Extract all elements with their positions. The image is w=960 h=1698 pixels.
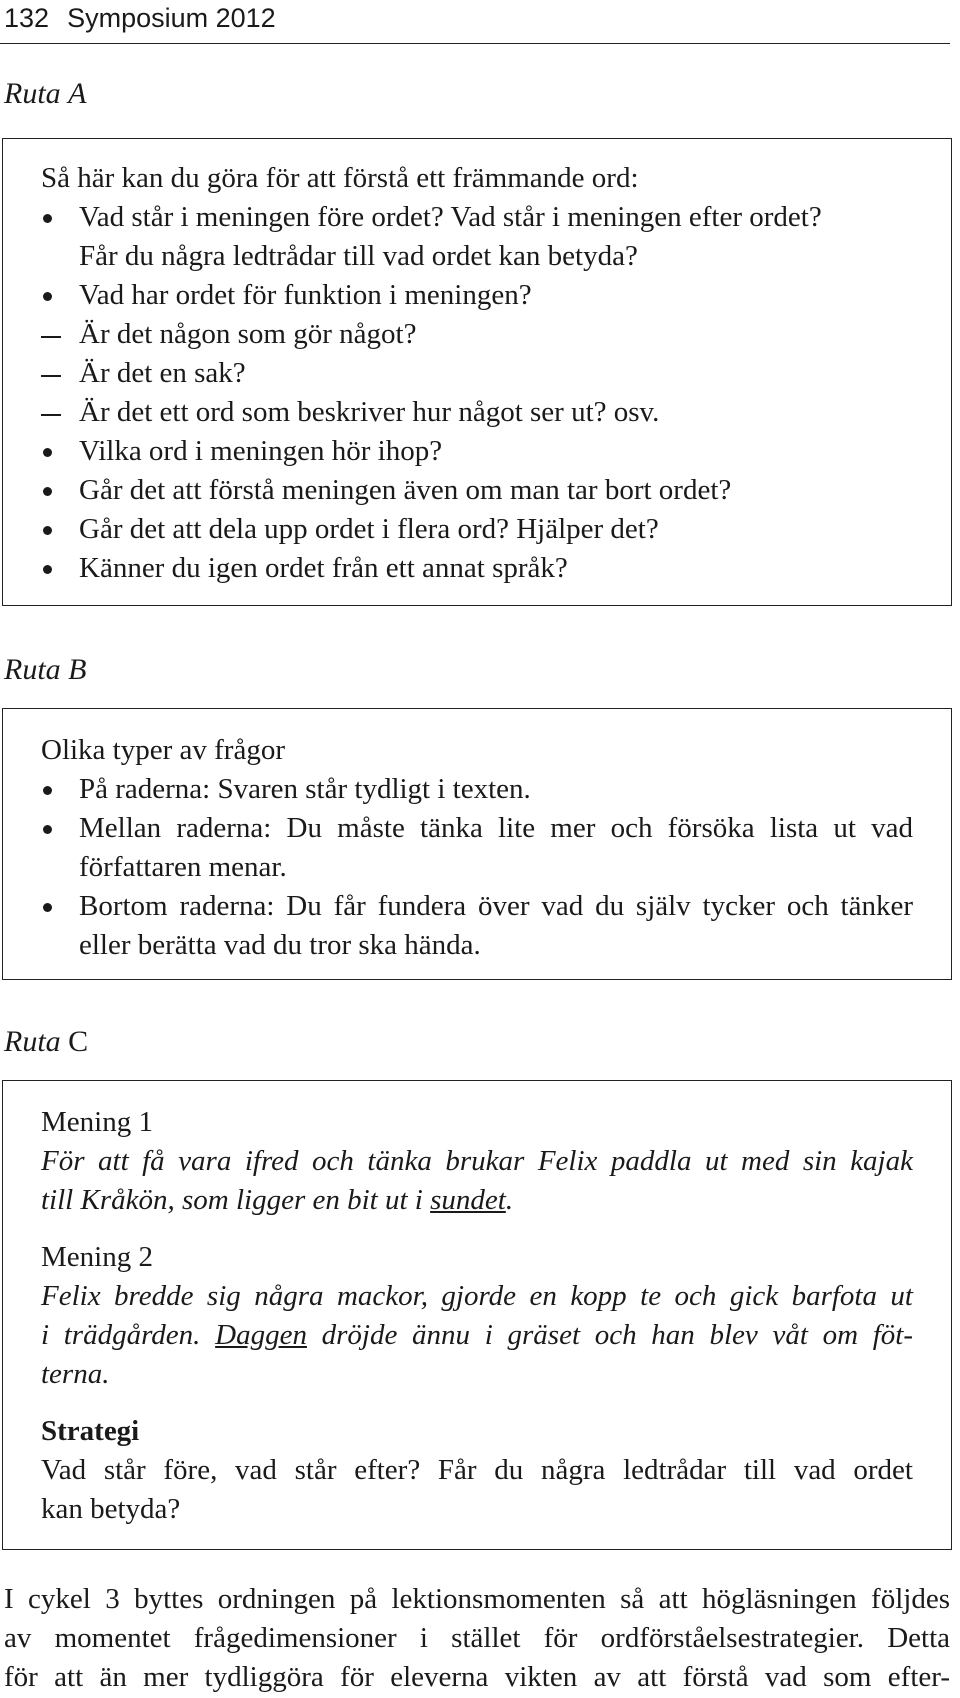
body-line-1: I cykel 3 byttes ordningen på lektionsmomenten så att högläsningen följdes bbox=[4, 1583, 950, 1615]
ruta-b-intro: Olika typer av frågor bbox=[41, 734, 285, 766]
mening-1-line-2-pre: till Kråkön, som ligger en bit ut i bbox=[41, 1184, 431, 1216]
bullet-icon bbox=[43, 825, 52, 834]
ruta-a-item-text: Får du några ledtrådar till vad ordet kan betyda? bbox=[79, 240, 638, 272]
bullet-icon bbox=[43, 903, 52, 912]
ruta-a-box bbox=[2, 138, 952, 606]
ruta-a-item bbox=[41, 315, 913, 354]
mening-2-line-2-pre: i trädgården. bbox=[41, 1319, 216, 1351]
ruta-a-label-word: Ruta bbox=[4, 77, 61, 110]
bullet-icon bbox=[43, 565, 52, 574]
bullet-icon bbox=[43, 786, 52, 795]
running-header bbox=[0, 0, 950, 44]
bullet-icon bbox=[43, 448, 52, 457]
ruta-b-label bbox=[4, 652, 87, 688]
ruta-a-item bbox=[41, 276, 913, 315]
ruta-a-item bbox=[41, 237, 913, 276]
ruta-a-item-text: Vad har ordet för funktion i meningen? bbox=[79, 279, 532, 311]
mening-2-line-2-post: dröjde ännu i gräset och han blev våt om föt- bbox=[306, 1319, 913, 1351]
ruta-b-label-word: Ruta bbox=[4, 653, 61, 686]
mening-2-line-1: Felix bredde sig några mackor, gjorde en kopp te och gick barfota ut bbox=[41, 1280, 913, 1312]
ruta-a-item bbox=[41, 549, 913, 588]
ruta-b-item bbox=[41, 809, 913, 887]
bullet-icon bbox=[43, 526, 52, 535]
ruta-c-label bbox=[4, 1024, 88, 1060]
ruta-a-label bbox=[4, 76, 87, 112]
ruta-a-item-text: Går det att dela upp ordet i flera ord? Hjälper det? bbox=[79, 513, 659, 545]
body-line-3: för att än mer tydliggöra för eleverna vikten av att förstå vad som efter- bbox=[4, 1661, 950, 1693]
ruta-b-item-text: Bortom raderna: Du får fundera över vad du själv tycker och tänker eller berätta vad du tror ska hända. bbox=[79, 890, 913, 961]
ruta-b-box bbox=[2, 708, 952, 980]
ruta-b-item-text: På raderna: Svaren står tydligt i texten. bbox=[79, 773, 531, 805]
ruta-c-box bbox=[2, 1080, 952, 1550]
ruta-a-item-text: Känner du igen ordet från ett annat språk? bbox=[79, 552, 568, 584]
body-paragraph bbox=[4, 1580, 950, 1697]
ruta-c-label-letter: C bbox=[68, 1025, 89, 1058]
spacer bbox=[41, 1394, 913, 1412]
mening-1-title: Mening 1 bbox=[41, 1106, 153, 1138]
ruta-b-list bbox=[41, 770, 913, 965]
ruta-a-item bbox=[41, 198, 913, 237]
mening-1-line-2-post: . bbox=[505, 1184, 514, 1216]
dash-icon bbox=[41, 414, 61, 416]
mening-2-line-3: terna. bbox=[41, 1358, 110, 1390]
ruta-b-item-text: Mellan raderna: Du måste tänka lite mer och försöka lista ut vad författaren menar. bbox=[79, 812, 913, 883]
spacer bbox=[41, 1220, 913, 1238]
ruta-a-intro: Så här kan du göra för att förstå ett främmande ord: bbox=[41, 162, 639, 194]
strategi-line-2: kan betyda? bbox=[41, 1493, 181, 1525]
body-line-2: av momentet frågedimensioner i stället för ordförståelsestrategier. Detta bbox=[4, 1622, 950, 1654]
bullet-icon bbox=[43, 292, 52, 301]
ruta-a-item-text: Går det att förstå meningen även om man tar bort ordet? bbox=[79, 474, 732, 506]
underlined-word-daggen: Daggen bbox=[215, 1319, 307, 1351]
mening-1-line-1: För att få vara ifred och tänka brukar Felix paddla ut med sin kajak bbox=[41, 1145, 913, 1177]
strategi-title: Strategi bbox=[41, 1415, 140, 1447]
ruta-a-item bbox=[41, 393, 913, 432]
ruta-a-list bbox=[41, 198, 913, 588]
ruta-a-item bbox=[41, 471, 913, 510]
ruta-b-item bbox=[41, 770, 913, 809]
page-number: 132 bbox=[4, 3, 50, 33]
strategi-line-1: Vad står före, vad står efter? Får du några ledtrådar till vad ordet bbox=[41, 1454, 913, 1486]
ruta-a-item bbox=[41, 432, 913, 471]
ruta-c-label-word: Ruta bbox=[4, 1025, 61, 1058]
ruta-a-item-text: Vad står i meningen före ordet? Vad står i meningen efter ordet? bbox=[79, 201, 822, 233]
bullet-icon bbox=[43, 487, 52, 496]
ruta-a-item-text: Vilka ord i meningen hör ihop? bbox=[79, 435, 443, 467]
mening-2-line-2 bbox=[41, 1316, 913, 1355]
underlined-word-sundet: sundet bbox=[430, 1184, 506, 1216]
ruta-a-label-letter: A bbox=[68, 77, 87, 110]
dash-icon bbox=[41, 336, 61, 338]
ruta-a-item bbox=[41, 354, 913, 393]
mening-2-title: Mening 2 bbox=[41, 1241, 153, 1273]
mening-1-line-2 bbox=[41, 1181, 913, 1220]
bullet-icon bbox=[43, 214, 52, 223]
ruta-b-label-letter: B bbox=[68, 653, 87, 686]
dash-icon bbox=[41, 375, 61, 377]
ruta-a-item bbox=[41, 510, 913, 549]
ruta-b-item bbox=[41, 887, 913, 965]
ruta-a-item-text: Är det en sak? bbox=[79, 357, 246, 389]
ruta-a-item-text: Är det ett ord som beskriver hur något ser ut? osv. bbox=[79, 396, 660, 428]
running-title: Symposium 2012 bbox=[67, 3, 276, 33]
ruta-a-item-text: Är det någon som gör något? bbox=[79, 318, 417, 350]
